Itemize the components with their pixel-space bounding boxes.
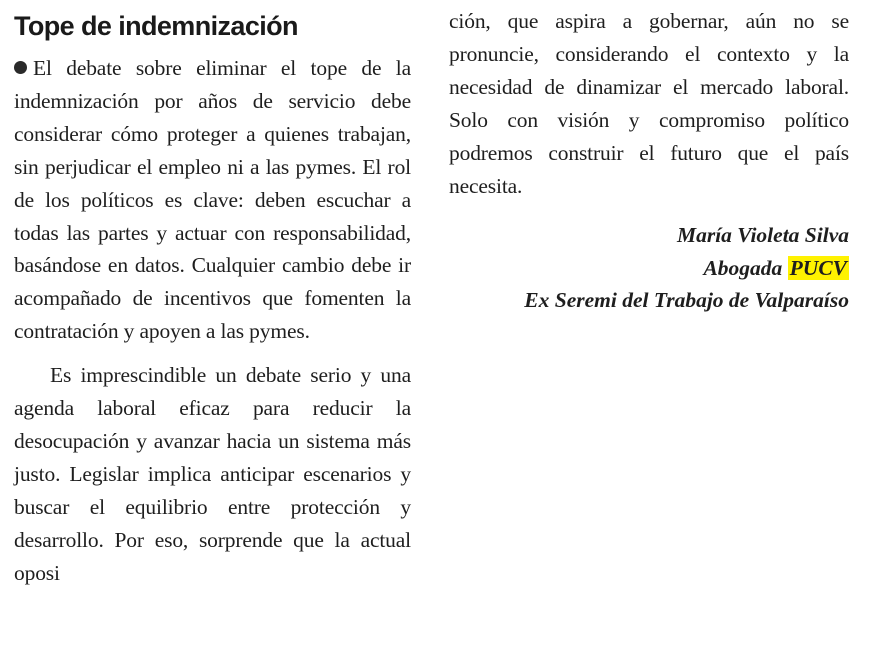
signature-block <box>524 219 849 317</box>
paragraph-2: Es imprescindible un debate serio y una agenda laboral eficaz para reducir la desocupación y avanzar hacia un sistema más justo. Legislar implica anticipar escenarios y buscar el equilibrio entre protección y desarrollo. Por eso, sorprende que la actual oposi <box>14 363 411 585</box>
author-position: Ex Seremi del Trabajo de Valparaíso <box>524 288 849 312</box>
left-column <box>14 52 411 590</box>
article-title: Tope de indemnización <box>14 11 298 41</box>
paragraph-3: ción, que aspira a gobernar, aún no se pronuncie, considerando el contexto y la necesidad de dinamizar el mercado laboral. Solo con visión y compromiso político podremos construir el futuro que el país necesita. <box>449 9 849 198</box>
highlighted-institution: PUCV <box>789 255 847 280</box>
author-name: María Violeta Silva <box>676 223 849 247</box>
author-role <box>524 252 849 285</box>
paragraph-1-text: El debate sobre eliminar el tope de la indemnización por años de servicio debe considerar cómo proteger a quienes trabajan, sin perjudicar el empleo ni a las pymes. El rol de los políticos es clave: deben escuchar a todas las partes y actuar con responsabilidad, basándose en datos. Cualquier cambio debe ir acompañado de incentivos que fomenten la contratación y apoyen a las pymes. <box>14 56 411 344</box>
bullet-icon <box>14 61 27 74</box>
author-role-prefix: Abogada <box>703 255 783 280</box>
paragraph-1 <box>14 52 411 348</box>
right-column <box>449 5 849 202</box>
